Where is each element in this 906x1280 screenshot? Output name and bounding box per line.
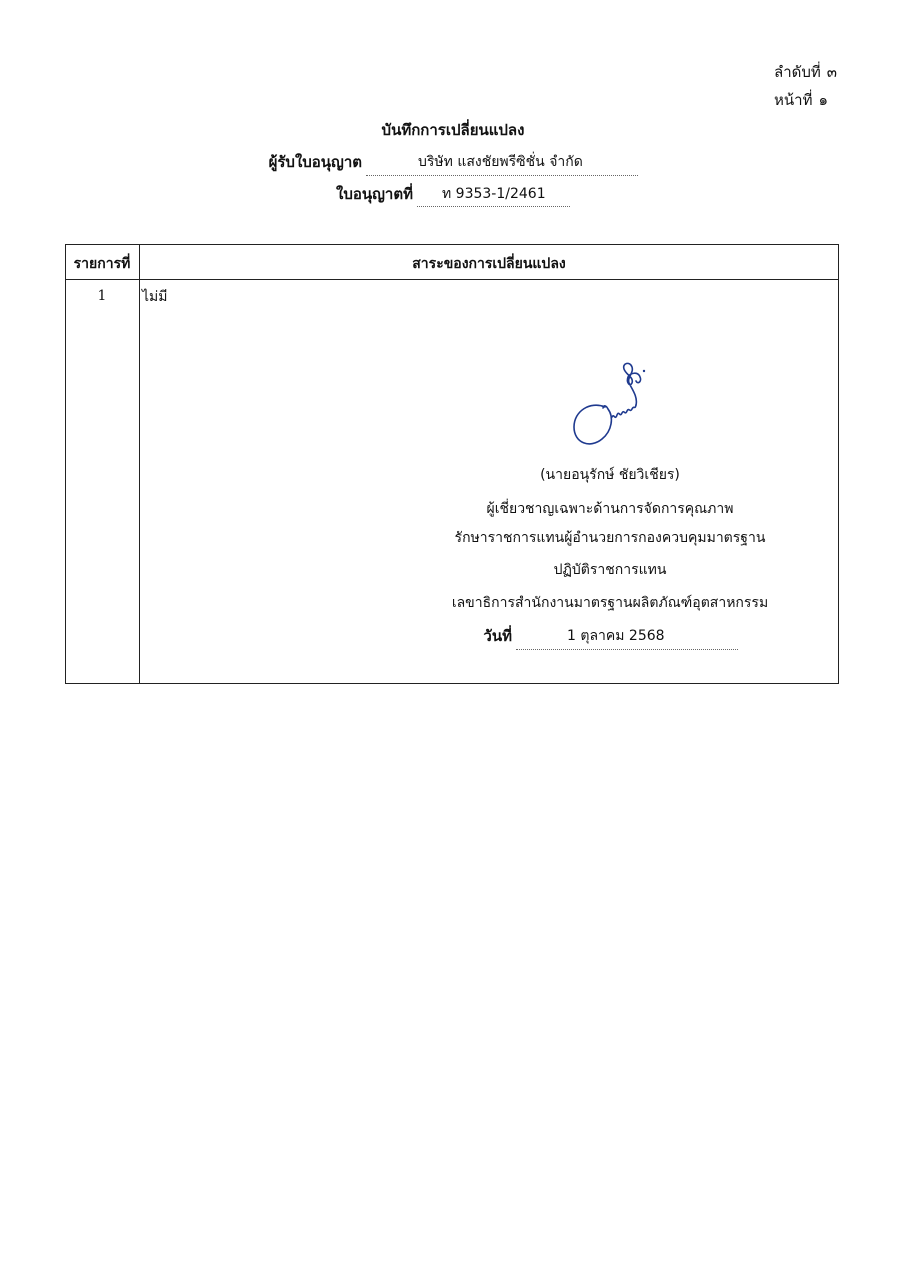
page-title: บันทึกการเปลี่ยนแปลง: [381, 121, 525, 139]
table-row-no: 1: [97, 288, 107, 304]
signer-name: (นายอนุรักษ์ ชัยวิเชียร): [540, 467, 680, 483]
signer-position-line-2: รักษาราชการแทนผู้อำนวยการกองควบคุมมาตรฐาน: [454, 530, 766, 546]
licensee-value: บริษัท แสงชัยพรีซิชั่น จำกัด: [418, 154, 583, 170]
page-label: หน้าที่: [774, 91, 813, 109]
handwritten-signature: [560, 355, 660, 455]
licensee-dotted-line: [366, 175, 638, 176]
page-value: ๑: [818, 91, 828, 109]
license-label: ใบอนุญาตที่: [336, 185, 413, 203]
table-row-content: ไม่มี: [142, 289, 168, 305]
table-header-item-no: รายการที่: [73, 256, 131, 272]
page-number: [774, 88, 828, 112]
license-value: ท 9353-1/2461: [442, 186, 546, 202]
table-header-content: สาระของการเปลี่ยนแปลง: [412, 256, 566, 272]
date-value: 1 ตุลาคม 2568: [567, 628, 665, 644]
sequence-value: ๓: [826, 63, 838, 81]
table-column-divider: [139, 244, 140, 684]
licensee-label: ผู้รับใบอนุญาต: [268, 153, 362, 171]
signer-position-line-4: เลขาธิการสำนักงานมาตรฐานผลิตภัณฑ์อุตสาหกรรม: [451, 595, 769, 611]
sequence-label: ลำดับที่: [774, 63, 821, 81]
license-dotted-line: [417, 206, 570, 207]
date-dotted-line: [516, 649, 738, 650]
date-label: วันที่: [483, 627, 512, 645]
sequence-number: [774, 60, 837, 84]
signer-position-line-1: ผู้เชี่ยวชาญเฉพาะด้านการจัดการคุณภาพ: [486, 501, 734, 517]
signer-position-line-3: ปฏิบัติราชการแทน: [553, 562, 667, 578]
table-header-divider: [65, 279, 839, 280]
